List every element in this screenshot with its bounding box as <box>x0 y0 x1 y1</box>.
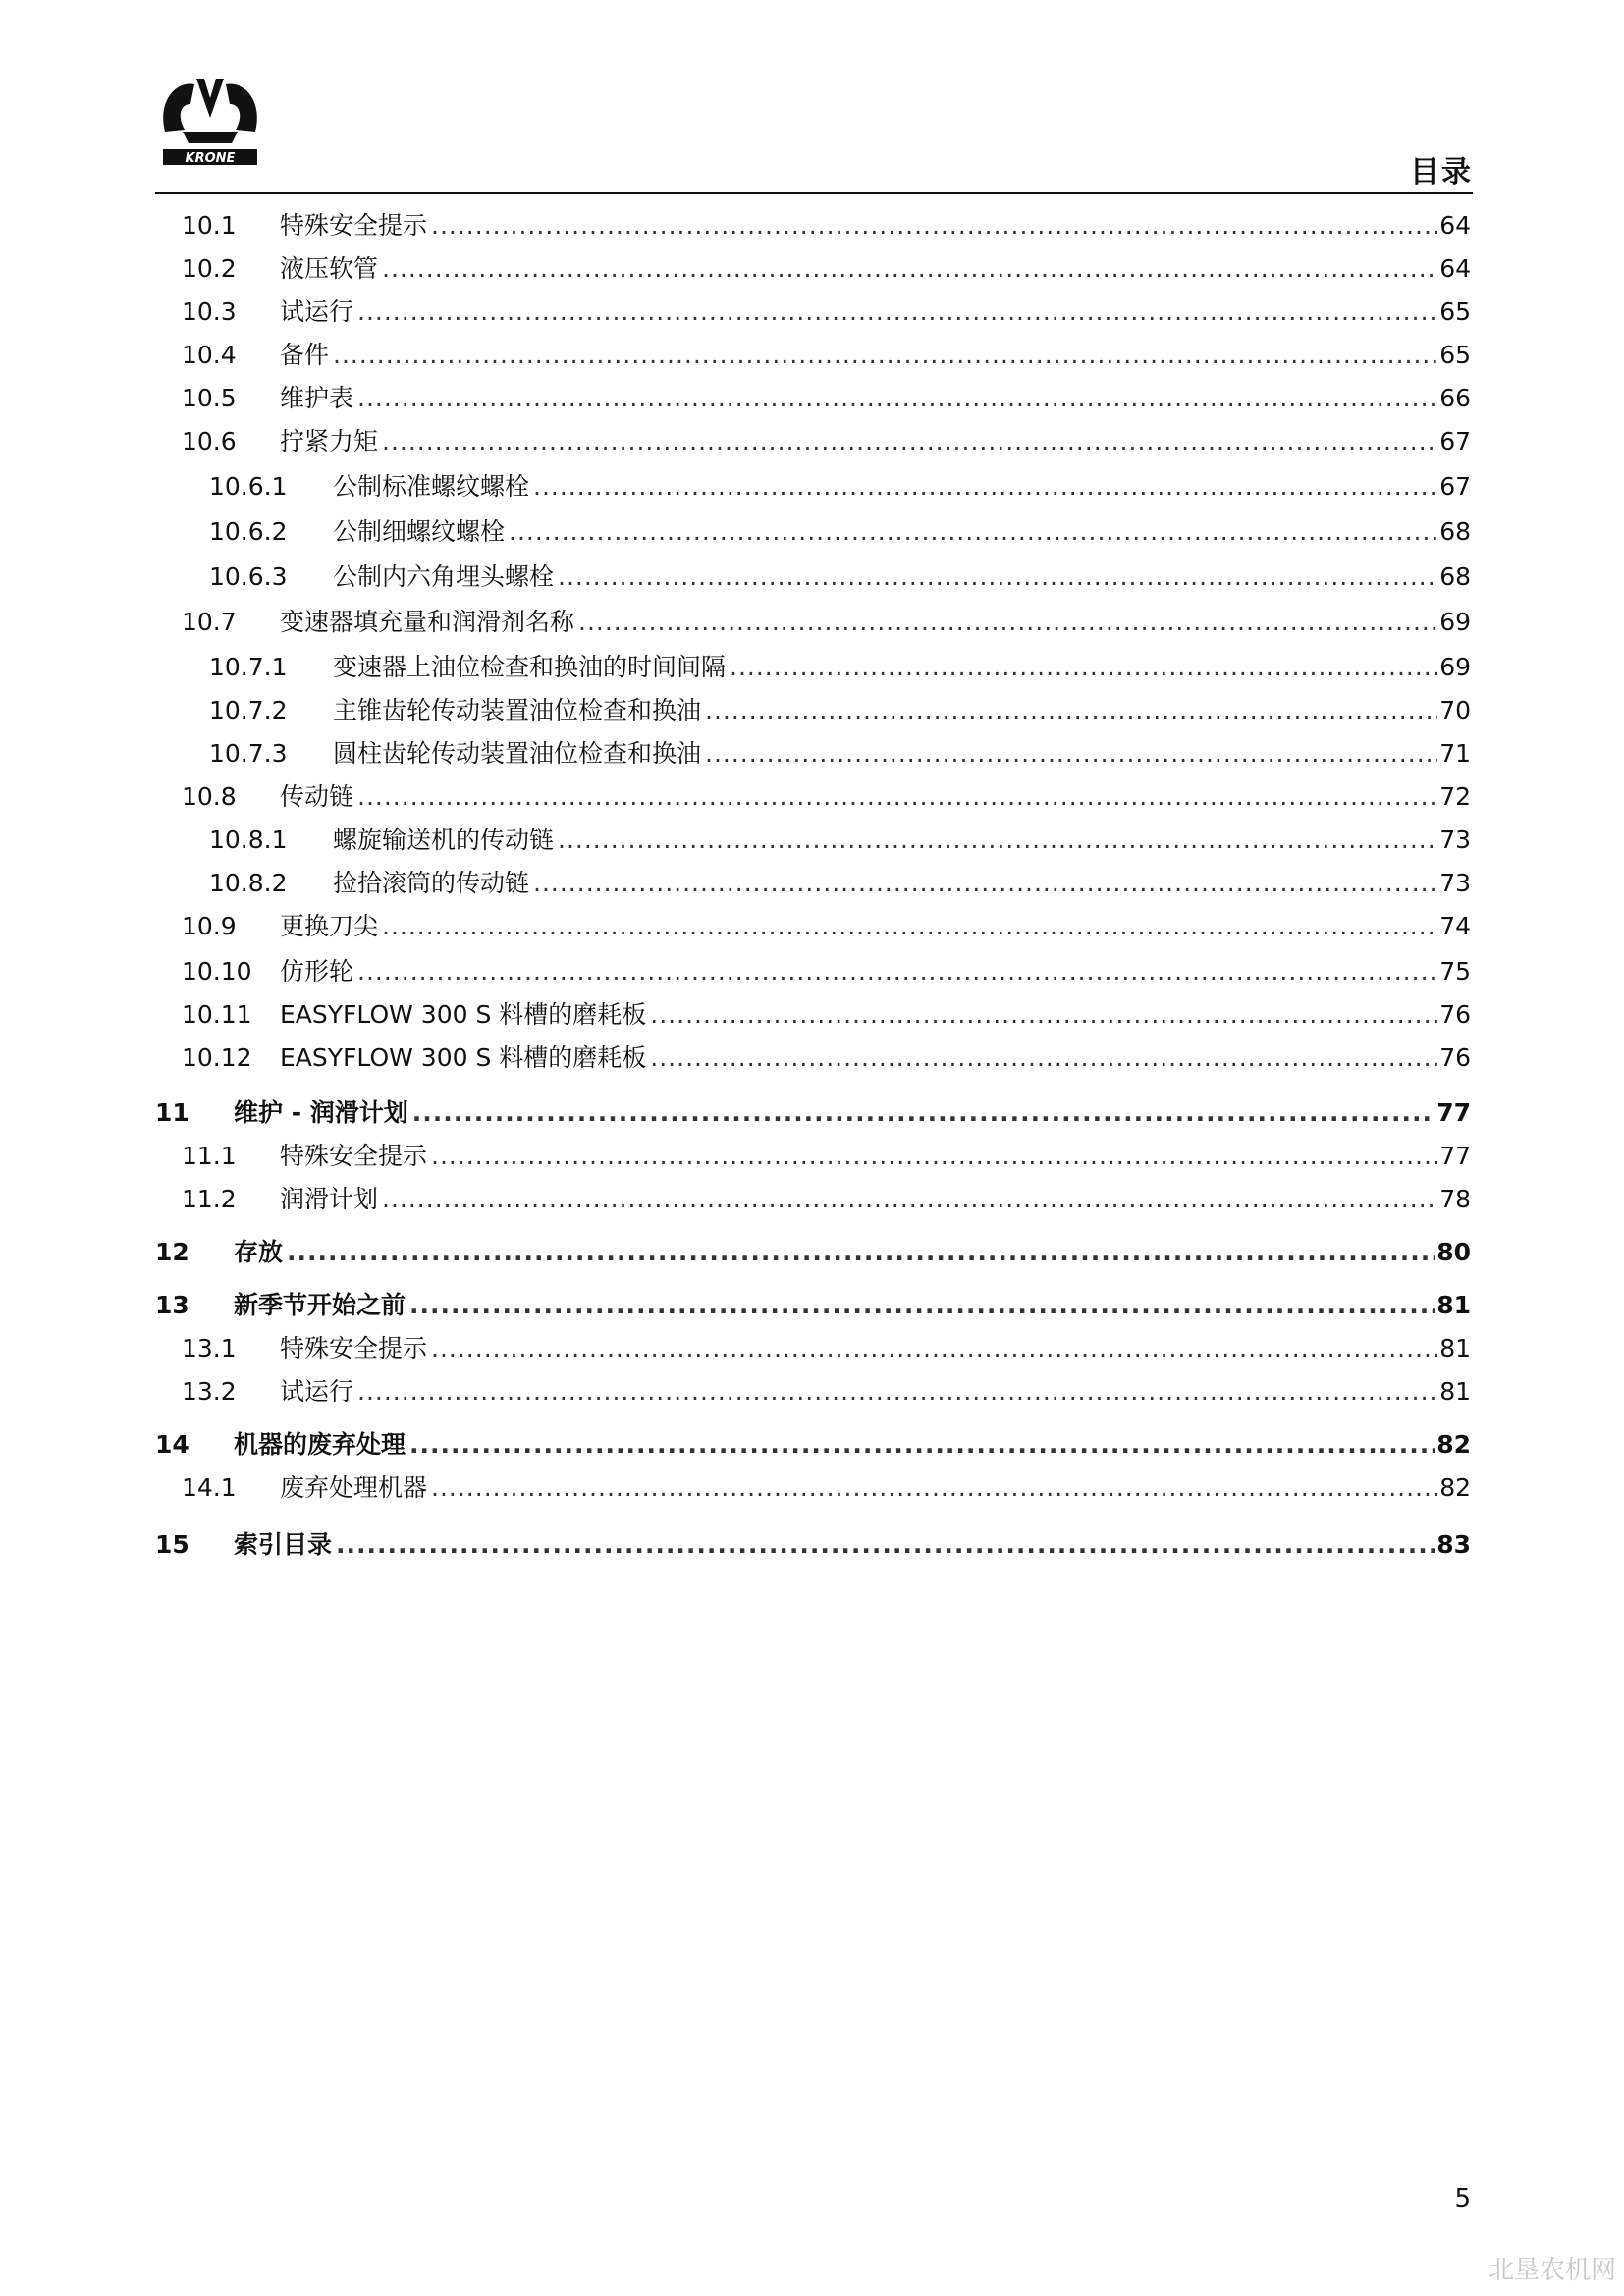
toc-entry[interactable] <box>209 558 1471 591</box>
toc-entry-title: 螺旋输送机的传动链 <box>333 826 555 854</box>
toc-entry-title: 机器的废弃处理 <box>234 1430 406 1459</box>
toc-entry[interactable] <box>155 1425 1471 1459</box>
toc-entry-number: 10.8.1 <box>209 826 288 854</box>
toc-entry[interactable] <box>182 336 1471 369</box>
toc-dot-leader <box>509 517 1437 546</box>
header-divider <box>155 192 1473 194</box>
toc-entry[interactable] <box>182 777 1471 811</box>
toc-dot-leader <box>357 782 1437 811</box>
toc-entry-number: 10.7.3 <box>209 739 288 768</box>
toc-entry-page: 81 <box>1439 1377 1471 1406</box>
toc-entry-title: 捡拾滚筒的传动链 <box>333 869 530 897</box>
toc-entry[interactable] <box>209 734 1471 768</box>
toc-entry-number: 10.7.1 <box>209 653 288 681</box>
toc-entry-number: 11 <box>155 1098 189 1127</box>
toc-entry[interactable] <box>182 206 1471 240</box>
section-title: 目录 <box>1410 155 1473 189</box>
toc-entry-page: 77 <box>1439 1142 1471 1170</box>
toc-entry-page: 66 <box>1439 384 1471 412</box>
toc-entry-page: 81 <box>1436 1291 1471 1319</box>
toc-entry[interactable] <box>182 907 1471 940</box>
toc-entry-title: 试运行 <box>280 297 354 326</box>
toc-entry-number: 10.12 <box>182 1043 252 1072</box>
toc-entry-title: 公制细螺纹螺栓 <box>333 517 506 546</box>
toc-entry-page: 80 <box>1436 1238 1471 1266</box>
toc-dot-leader <box>705 696 1437 724</box>
toc-entry-page: 73 <box>1439 826 1471 854</box>
toc-dot-leader <box>333 341 1437 369</box>
toc-dot-leader <box>287 1238 1435 1266</box>
toc-dot-leader <box>412 1098 1435 1127</box>
toc-entry[interactable] <box>182 1468 1471 1502</box>
toc-dot-leader <box>558 562 1437 591</box>
toc-entry-number: 11.1 <box>182 1142 237 1170</box>
toc-entry-number: 10.6 <box>182 427 237 455</box>
toc-entry-page: 64 <box>1439 254 1471 283</box>
toc-entry-title: 圆柱齿轮传动装置油位检查和换油 <box>333 739 702 768</box>
toc-entry-page: 82 <box>1436 1430 1471 1459</box>
toc-entry-number: 13.2 <box>182 1377 237 1406</box>
toc-entry[interactable] <box>155 1525 1471 1559</box>
toc-entry-title: 维护 - 润滑计划 <box>234 1098 408 1127</box>
toc-entry-number: 10.11 <box>182 1000 252 1029</box>
toc-entry-title: 仿形轮 <box>280 957 354 986</box>
toc-entry[interactable] <box>182 249 1471 283</box>
toc-dot-leader <box>431 1334 1437 1362</box>
toc-entry-number: 10.3 <box>182 297 237 326</box>
toc-entry-number: 14.1 <box>182 1473 237 1502</box>
toc-entry-page: 81 <box>1439 1334 1471 1362</box>
toc-entry-title: 润滑计划 <box>280 1185 379 1213</box>
toc-entry-number: 10.6.2 <box>209 517 288 546</box>
toc-entry-title: 试运行 <box>280 1377 354 1406</box>
toc-dot-leader <box>533 869 1437 897</box>
toc-entry-number: 10.6.3 <box>209 562 288 591</box>
toc-entry-title: EASYFLOW 300 S 料槽的磨耗板 <box>280 1043 647 1072</box>
toc-entry-title: 拧紧力矩 <box>280 427 379 455</box>
toc-entry[interactable] <box>182 293 1471 326</box>
toc-dot-leader <box>382 1185 1437 1213</box>
toc-entry-number: 10.2 <box>182 254 237 283</box>
toc-entry-title: 变速器填充量和润滑剂名称 <box>280 608 575 636</box>
toc-entry[interactable] <box>182 379 1471 412</box>
toc-entry-page: 65 <box>1439 341 1471 369</box>
toc-entry-title: 维护表 <box>280 384 354 412</box>
toc-entry-title: 存放 <box>234 1238 284 1266</box>
toc-entry-title: 主锥齿轮传动装置油位检查和换油 <box>333 696 702 724</box>
toc-entry-title: 索引目录 <box>234 1530 333 1559</box>
toc-entry-page: 73 <box>1439 869 1471 897</box>
toc-entry-number: 10.8 <box>182 782 237 811</box>
toc-entry-number: 11.2 <box>182 1185 237 1213</box>
toc-dot-leader <box>533 472 1437 501</box>
toc-entry[interactable] <box>155 1094 1471 1127</box>
toc-entry-number: 10.10 <box>182 957 252 986</box>
toc-dot-leader <box>730 653 1437 681</box>
toc-entry-page: 68 <box>1439 562 1471 591</box>
toc-entry-page: 64 <box>1439 211 1471 240</box>
toc-entry[interactable] <box>182 1039 1471 1072</box>
toc-entry-title: 更换刀尖 <box>280 912 379 940</box>
watermark: 北垦农机网 <box>1488 2256 1616 2285</box>
toc-entry[interactable] <box>182 1180 1471 1213</box>
toc-dot-leader <box>705 739 1437 768</box>
toc-dot-leader <box>357 384 1437 412</box>
toc-entry[interactable] <box>182 952 1471 986</box>
toc-dot-leader <box>578 608 1437 636</box>
toc-entry[interactable] <box>182 603 1471 636</box>
toc-entry-title: 变速器上油位检查和换油的时间间隔 <box>333 653 727 681</box>
toc-dot-leader <box>382 254 1437 283</box>
toc-entry-title: 传动链 <box>280 782 354 811</box>
toc-entry-page: 65 <box>1439 297 1471 326</box>
toc-entry-page: 77 <box>1436 1098 1471 1127</box>
toc-dot-leader <box>650 1000 1437 1029</box>
toc-entry-page: 69 <box>1439 653 1471 681</box>
toc-entry-number: 10.6.1 <box>209 472 288 501</box>
toc-entry[interactable] <box>209 821 1471 854</box>
toc-entry-number: 14 <box>155 1430 189 1459</box>
toc-dot-leader <box>357 957 1437 986</box>
toc-dot-leader <box>357 1377 1437 1406</box>
toc-entry-number: 13 <box>155 1291 189 1319</box>
toc-entry-number: 12 <box>155 1238 189 1266</box>
toc-entry-page: 67 <box>1439 427 1471 455</box>
toc-dot-leader <box>558 826 1437 854</box>
toc-entry[interactable] <box>209 864 1471 897</box>
toc-entry[interactable] <box>155 1233 1471 1266</box>
toc-entry[interactable] <box>182 422 1471 455</box>
toc-entry-page: 74 <box>1439 912 1471 940</box>
toc-dot-leader <box>650 1043 1437 1072</box>
toc-entry[interactable] <box>209 467 1471 501</box>
page-number: 5 <box>1454 2184 1471 2214</box>
toc-entry-page: 83 <box>1436 1530 1471 1559</box>
toc-entry-page: 69 <box>1439 608 1471 636</box>
toc-entry-number: 13.1 <box>182 1334 237 1362</box>
toc-dot-leader <box>431 1142 1437 1170</box>
toc-entry[interactable] <box>155 1286 1471 1319</box>
toc-entry[interactable] <box>209 512 1471 546</box>
toc-entry-title: 新季节开始之前 <box>234 1291 406 1319</box>
toc-dot-leader <box>431 1473 1437 1502</box>
toc-entry-page: 76 <box>1439 1000 1471 1029</box>
toc-entry-number: 10.7 <box>182 608 237 636</box>
toc-entry-title: 公制内六角埋头螺栓 <box>333 562 555 591</box>
toc-entry-title: 公制标准螺纹螺栓 <box>333 472 530 501</box>
toc-entry-number: 10.4 <box>182 341 237 369</box>
toc-entry-number: 10.8.2 <box>209 869 288 897</box>
toc-entry-number: 10.7.2 <box>209 696 288 724</box>
toc-entry-page: 78 <box>1439 1185 1471 1213</box>
toc-entry-page: 68 <box>1439 517 1471 546</box>
toc-entry[interactable] <box>209 648 1471 681</box>
toc-entry-page: 75 <box>1439 957 1471 986</box>
toc-entry[interactable] <box>182 1137 1471 1170</box>
toc-entry-title: 特殊安全提示 <box>280 1142 428 1170</box>
toc-entry[interactable] <box>182 995 1471 1029</box>
toc-dot-leader <box>382 912 1437 940</box>
toc-entry-page: 70 <box>1439 696 1471 724</box>
toc-entry[interactable] <box>182 1372 1471 1406</box>
toc-entry-page: 67 <box>1439 472 1471 501</box>
toc-dot-leader <box>336 1530 1435 1559</box>
toc-entry-title: 备件 <box>280 341 330 369</box>
toc-entry-number: 15 <box>155 1530 189 1559</box>
toc-dot-leader <box>382 427 1437 455</box>
toc-entry-title: 特殊安全提示 <box>280 211 428 240</box>
toc-entry-page: 71 <box>1439 739 1471 768</box>
toc-dot-leader <box>431 211 1437 240</box>
toc-entry-number: 10.9 <box>182 912 237 940</box>
svg-text:KRONE: KRONE <box>185 151 236 166</box>
toc-entry-number: 10.5 <box>182 384 237 412</box>
toc-entry-title: 特殊安全提示 <box>280 1334 428 1362</box>
toc-entry-title: EASYFLOW 300 S 料槽的磨耗板 <box>280 1000 647 1029</box>
toc-entry-page: 82 <box>1439 1473 1471 1502</box>
toc-entry[interactable] <box>182 1329 1471 1362</box>
toc-dot-leader <box>357 297 1437 326</box>
toc-entry-number: 10.1 <box>182 211 237 240</box>
krone-logo <box>155 71 265 181</box>
toc-entry-page: 72 <box>1439 782 1471 811</box>
toc-entry-title: 废弃处理机器 <box>280 1473 428 1502</box>
toc-entry-page: 76 <box>1439 1043 1471 1072</box>
toc-dot-leader <box>409 1430 1435 1459</box>
toc-entry[interactable] <box>209 691 1471 724</box>
toc-dot-leader <box>409 1291 1435 1319</box>
toc-entry-title: 液压软管 <box>280 254 379 283</box>
